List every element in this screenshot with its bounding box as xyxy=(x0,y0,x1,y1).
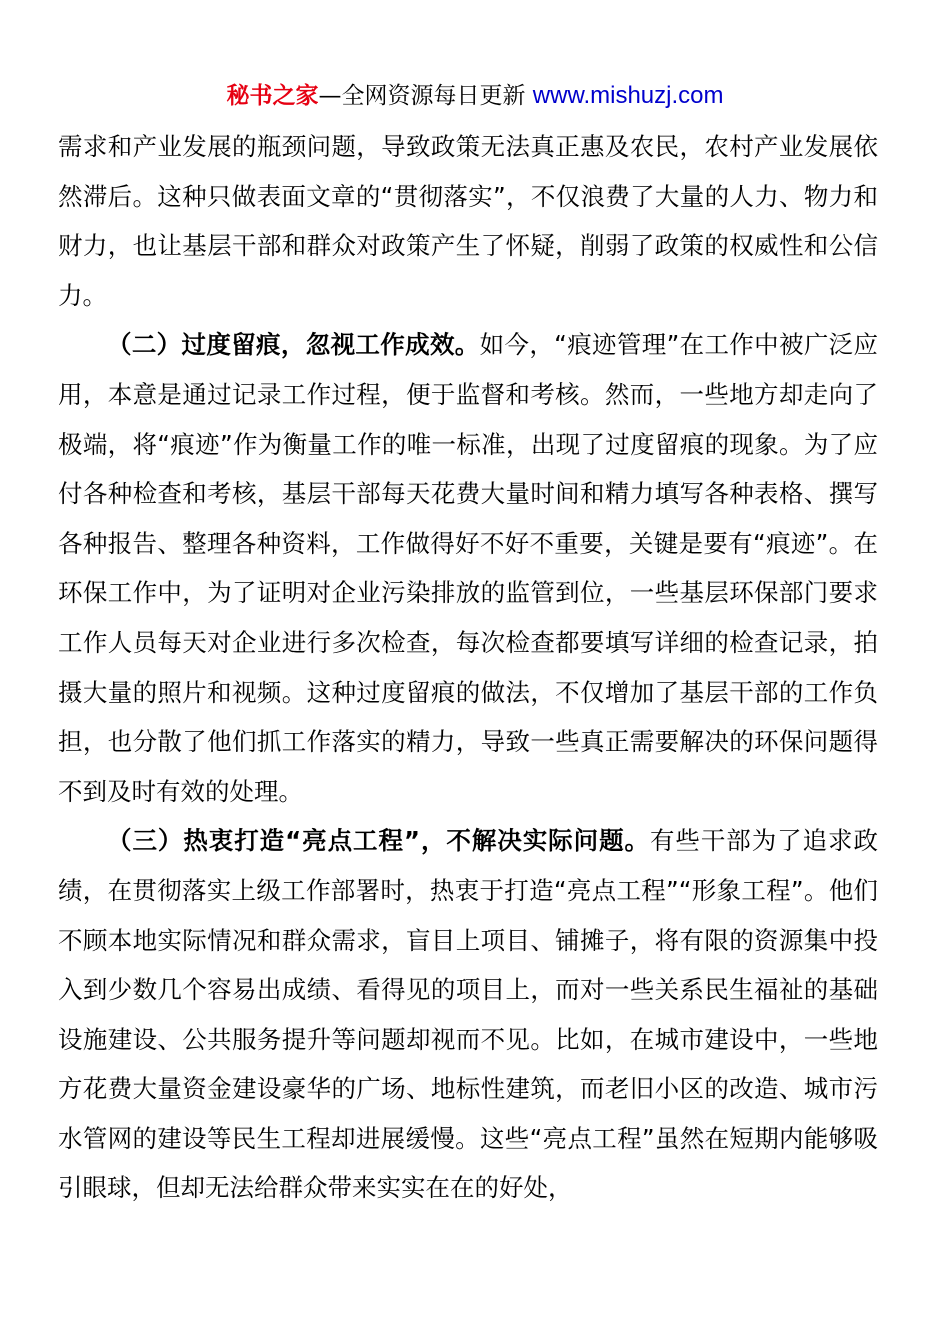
paragraph-section-3 xyxy=(58,816,878,1213)
header-tagline: —全网资源每日更新 xyxy=(318,83,533,109)
section-heading: （三）热衷打造“亮点工程”，不解决实际问题。 xyxy=(107,826,650,856)
paragraph-text: 有些干部为了追求政绩，在贯彻落实上级工作部署时，热衷于打造“亮点工程”“形象工程”。他们不顾本地实际情况和群众需求，盲目上项目、铺摊子，将有限的资源集中投入到少数几个容易出成绩、看得见的项目上，而对一些关系民生福祉的基础设施建设、公共服务提升等问题却视而不见。比如，在城市建设中，一些地方花费大量资金建设豪华的广场、地标性建筑，而老旧小区的改造、城市污水管网的建设等民生工程却进展缓慢。这些“亮点工程”虽然在短期内能够吸引眼球，但却无法给群众带来实实在在的好处， xyxy=(58,826,878,1203)
section-heading: （二）过度留痕，忽视工作成效。 xyxy=(107,330,480,360)
paragraph-text: 需求和产业发展的瓶颈问题，导致政策无法真正惠及农民，农村产业发展依然滞后。这种只做表面文章的“贯彻落实”，不仅浪费了大量的人力、物力和财力，也让基层干部和群众对政策产生了怀疑，削弱了政策的权威性和公信力。 xyxy=(58,132,878,310)
site-header xyxy=(0,80,950,112)
paragraph-continued xyxy=(58,122,878,320)
brand-name: 秘书之家 xyxy=(226,83,319,109)
document-body xyxy=(58,122,878,1213)
paragraph-text: 如今，“痕迹管理”在工作中被广泛应用，本意是通过记录工作过程，便于监督和考核。然而，一些地方却走向了极端，将“痕迹”作为衡量工作的唯一标准，出现了过度留痕的现象。为了应付各种检查和考核，基层干部每天花费大量时间和精力填写各种表格、撰写各种报告、整理各种资料，工作做得好不好不重要，关键是要有“痕迹”。在环保工作中，为了证明对企业污染排放的监管到位，一些基层环保部门要求工作人员每天对企业进行多次检查，每次检查都要填写详细的检查记录，拍摄大量的照片和视频。这种过度留痕的做法，不仅增加了基层干部的工作负担，也分散了他们抓工作落实的精力，导致一些真正需要解决的环保问题得不到及时有效的处理。 xyxy=(58,330,879,806)
paragraph-section-2 xyxy=(58,320,878,816)
site-url[interactable]: www.mishuzj.com xyxy=(532,82,724,109)
